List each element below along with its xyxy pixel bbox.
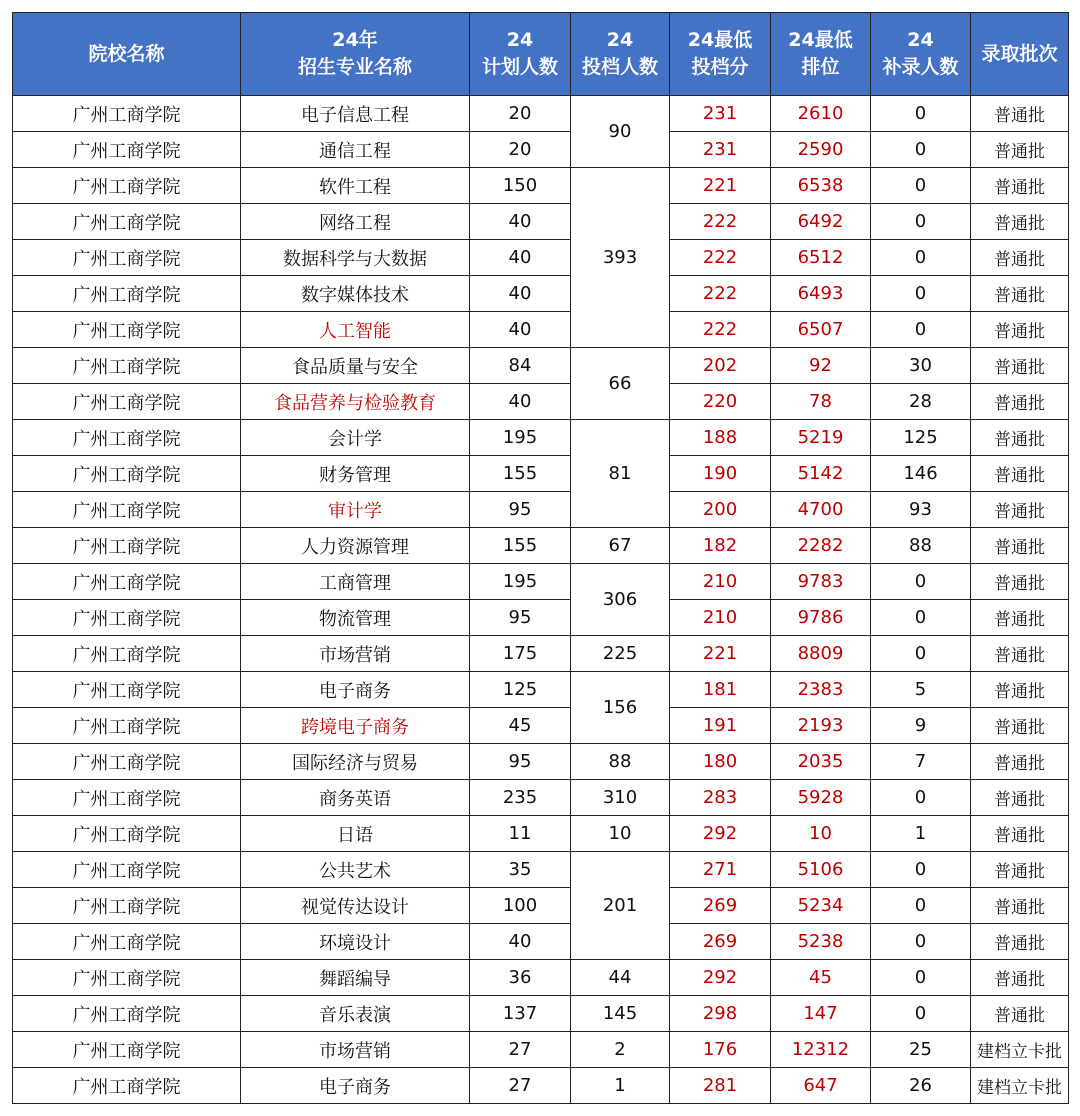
school-cell: 广州工商学院 bbox=[13, 600, 241, 636]
batch-cell: 普通批 bbox=[971, 708, 1069, 744]
major-cell: 通信工程 bbox=[241, 132, 470, 168]
min-score-cell: 281 bbox=[670, 1068, 771, 1104]
supplement-cell: 0 bbox=[871, 312, 971, 348]
school-cell: 广州工商学院 bbox=[13, 492, 241, 528]
header-major bbox=[241, 13, 470, 96]
plan-cell: 40 bbox=[470, 384, 571, 420]
table-row bbox=[13, 456, 1069, 492]
min-score-cell: 221 bbox=[670, 168, 771, 204]
plan-cell: 84 bbox=[470, 348, 571, 384]
supplement-cell: 0 bbox=[871, 204, 971, 240]
table-row bbox=[13, 564, 1069, 600]
filed-cell: 225 bbox=[571, 636, 670, 672]
min-rank-cell: 12312 bbox=[771, 1032, 871, 1068]
school-cell: 广州工商学院 bbox=[13, 420, 241, 456]
school-cell: 广州工商学院 bbox=[13, 672, 241, 708]
school-cell: 广州工商学院 bbox=[13, 744, 241, 780]
header-batch-label: 录取批次 bbox=[981, 42, 1058, 65]
batch-cell: 建档立卡批 bbox=[971, 1068, 1069, 1104]
min-score-cell: 231 bbox=[670, 96, 771, 132]
table-row bbox=[13, 1068, 1069, 1104]
min-score-cell: 220 bbox=[670, 384, 771, 420]
school-cell: 广州工商学院 bbox=[13, 960, 241, 996]
header-min-rank-line1: 24最低 bbox=[788, 29, 853, 51]
min-score-cell: 292 bbox=[670, 960, 771, 996]
table-row bbox=[13, 816, 1069, 852]
table-row bbox=[13, 168, 1069, 204]
header-supplement-line2: 补录人数 bbox=[882, 56, 959, 78]
supplement-cell: 125 bbox=[871, 420, 971, 456]
plan-cell: 95 bbox=[470, 744, 571, 780]
batch-cell: 普通批 bbox=[971, 384, 1069, 420]
filed-cell: 201 bbox=[571, 852, 670, 960]
batch-cell: 普通批 bbox=[971, 168, 1069, 204]
header-min-score-line2: 投档分 bbox=[691, 56, 749, 78]
plan-cell: 125 bbox=[470, 672, 571, 708]
school-cell: 广州工商学院 bbox=[13, 168, 241, 204]
min-score-cell: 210 bbox=[670, 600, 771, 636]
batch-cell: 普通批 bbox=[971, 672, 1069, 708]
supplement-cell: 0 bbox=[871, 168, 971, 204]
min-score-cell: 283 bbox=[670, 780, 771, 816]
supplement-cell: 28 bbox=[871, 384, 971, 420]
min-score-cell: 271 bbox=[670, 852, 771, 888]
min-score-cell: 222 bbox=[670, 276, 771, 312]
min-score-cell: 182 bbox=[670, 528, 771, 564]
filed-cell: 393 bbox=[571, 168, 670, 348]
min-rank-cell: 10 bbox=[771, 816, 871, 852]
school-cell: 广州工商学院 bbox=[13, 456, 241, 492]
min-rank-cell: 647 bbox=[771, 1068, 871, 1104]
major-cell: 视觉传达设计 bbox=[241, 888, 470, 924]
min-score-cell: 222 bbox=[670, 204, 771, 240]
header-row bbox=[13, 13, 1069, 96]
major-cell: 工商管理 bbox=[241, 564, 470, 600]
school-cell: 广州工商学院 bbox=[13, 528, 241, 564]
school-cell: 广州工商学院 bbox=[13, 636, 241, 672]
school-cell: 广州工商学院 bbox=[13, 780, 241, 816]
batch-cell: 普通批 bbox=[971, 924, 1069, 960]
major-cell: 网络工程 bbox=[241, 204, 470, 240]
plan-cell: 11 bbox=[470, 816, 571, 852]
supplement-cell: 146 bbox=[871, 456, 971, 492]
min-rank-cell: 2590 bbox=[771, 132, 871, 168]
table-row bbox=[13, 312, 1069, 348]
table-row bbox=[13, 1032, 1069, 1068]
min-score-cell: 202 bbox=[670, 348, 771, 384]
school-cell: 广州工商学院 bbox=[13, 240, 241, 276]
batch-cell: 普通批 bbox=[971, 960, 1069, 996]
admission-table bbox=[12, 12, 1069, 1104]
school-cell: 广州工商学院 bbox=[13, 996, 241, 1032]
major-cell: 市场营销 bbox=[241, 1032, 470, 1068]
table-row bbox=[13, 492, 1069, 528]
header-supplement bbox=[871, 13, 971, 96]
major-cell: 数据科学与大数据 bbox=[241, 240, 470, 276]
header-min-rank-line2: 排位 bbox=[801, 56, 840, 78]
plan-cell: 195 bbox=[470, 564, 571, 600]
major-cell: 财务管理 bbox=[241, 456, 470, 492]
supplement-cell: 26 bbox=[871, 1068, 971, 1104]
header-supplement-line1: 24 bbox=[907, 29, 934, 51]
school-cell: 广州工商学院 bbox=[13, 888, 241, 924]
batch-cell: 普通批 bbox=[971, 852, 1069, 888]
school-cell: 广州工商学院 bbox=[13, 1032, 241, 1068]
header-filed-line1: 24 bbox=[606, 29, 634, 51]
min-rank-cell: 6492 bbox=[771, 204, 871, 240]
batch-cell: 普通批 bbox=[971, 132, 1069, 168]
supplement-cell: 5 bbox=[871, 672, 971, 708]
plan-cell: 95 bbox=[470, 600, 571, 636]
filed-cell: 81 bbox=[571, 420, 670, 528]
min-rank-cell: 5219 bbox=[771, 420, 871, 456]
supplement-cell: 0 bbox=[871, 996, 971, 1032]
major-cell: 商务英语 bbox=[241, 780, 470, 816]
table-row bbox=[13, 204, 1069, 240]
batch-cell: 普通批 bbox=[971, 744, 1069, 780]
header-school-label: 院校名称 bbox=[88, 42, 165, 65]
min-score-cell: 222 bbox=[670, 312, 771, 348]
supplement-cell: 0 bbox=[871, 852, 971, 888]
min-rank-cell: 9783 bbox=[771, 564, 871, 600]
supplement-cell: 1 bbox=[871, 816, 971, 852]
table-row bbox=[13, 132, 1069, 168]
supplement-cell: 0 bbox=[871, 636, 971, 672]
plan-cell: 155 bbox=[470, 528, 571, 564]
school-cell: 广州工商学院 bbox=[13, 348, 241, 384]
filed-cell: 10 bbox=[571, 816, 670, 852]
min-rank-cell: 5142 bbox=[771, 456, 871, 492]
min-score-cell: 298 bbox=[670, 996, 771, 1032]
table-row bbox=[13, 348, 1069, 384]
supplement-cell: 0 bbox=[871, 780, 971, 816]
header-plan-line1: 24 bbox=[506, 29, 534, 51]
table-row bbox=[13, 420, 1069, 456]
min-rank-cell: 9786 bbox=[771, 600, 871, 636]
header-min-score-line1: 24最低 bbox=[687, 29, 753, 51]
table-row bbox=[13, 744, 1069, 780]
major-cell: 数字媒体技术 bbox=[241, 276, 470, 312]
min-score-cell: 181 bbox=[670, 672, 771, 708]
school-cell: 广州工商学院 bbox=[13, 384, 241, 420]
filed-cell: 88 bbox=[571, 744, 670, 780]
min-rank-cell: 5928 bbox=[771, 780, 871, 816]
table-row bbox=[13, 528, 1069, 564]
major-cell: 物流管理 bbox=[241, 600, 470, 636]
header-filed bbox=[571, 13, 670, 96]
major-cell: 人力资源管理 bbox=[241, 528, 470, 564]
batch-cell: 普通批 bbox=[971, 276, 1069, 312]
table-row bbox=[13, 852, 1069, 888]
min-rank-cell: 5234 bbox=[771, 888, 871, 924]
batch-cell: 普通批 bbox=[971, 312, 1069, 348]
batch-cell: 普通批 bbox=[971, 456, 1069, 492]
min-score-cell: 200 bbox=[670, 492, 771, 528]
table-header bbox=[13, 13, 1069, 96]
min-rank-cell: 2193 bbox=[771, 708, 871, 744]
min-rank-cell: 2383 bbox=[771, 672, 871, 708]
header-plan-line2: 计划人数 bbox=[481, 56, 558, 78]
min-score-cell: 188 bbox=[670, 420, 771, 456]
plan-cell: 20 bbox=[470, 132, 571, 168]
table-row bbox=[13, 708, 1069, 744]
batch-cell: 普通批 bbox=[971, 492, 1069, 528]
min-rank-cell: 45 bbox=[771, 960, 871, 996]
plan-cell: 40 bbox=[470, 276, 571, 312]
table-body bbox=[13, 96, 1069, 1104]
header-min-score bbox=[670, 13, 771, 96]
filed-cell: 1 bbox=[571, 1068, 670, 1104]
header-plan bbox=[470, 13, 571, 96]
filed-cell: 156 bbox=[571, 672, 670, 744]
header-filed-line2: 投档人数 bbox=[581, 56, 658, 78]
table-row bbox=[13, 240, 1069, 276]
plan-cell: 235 bbox=[470, 780, 571, 816]
batch-cell: 普通批 bbox=[971, 816, 1069, 852]
plan-cell: 137 bbox=[470, 996, 571, 1032]
school-cell: 广州工商学院 bbox=[13, 1068, 241, 1104]
supplement-cell: 0 bbox=[871, 96, 971, 132]
min-score-cell: 176 bbox=[670, 1032, 771, 1068]
major-cell: 电子商务 bbox=[241, 672, 470, 708]
major-cell: 食品营养与检验教育 bbox=[241, 384, 470, 420]
min-rank-cell: 5106 bbox=[771, 852, 871, 888]
min-score-cell: 190 bbox=[670, 456, 771, 492]
min-rank-cell: 78 bbox=[771, 384, 871, 420]
school-cell: 广州工商学院 bbox=[13, 204, 241, 240]
min-rank-cell: 4700 bbox=[771, 492, 871, 528]
min-rank-cell: 6493 bbox=[771, 276, 871, 312]
table-row bbox=[13, 960, 1069, 996]
major-cell: 市场营销 bbox=[241, 636, 470, 672]
filed-cell: 44 bbox=[571, 960, 670, 996]
admission-table-container bbox=[12, 12, 1068, 1106]
supplement-cell: 0 bbox=[871, 132, 971, 168]
school-cell: 广州工商学院 bbox=[13, 132, 241, 168]
plan-cell: 40 bbox=[470, 204, 571, 240]
major-cell: 人工智能 bbox=[241, 312, 470, 348]
min-rank-cell: 6512 bbox=[771, 240, 871, 276]
major-cell: 环境设计 bbox=[241, 924, 470, 960]
table-row bbox=[13, 780, 1069, 816]
supplement-cell: 88 bbox=[871, 528, 971, 564]
min-rank-cell: 2282 bbox=[771, 528, 871, 564]
school-cell: 广州工商学院 bbox=[13, 312, 241, 348]
batch-cell: 普通批 bbox=[971, 348, 1069, 384]
filed-cell: 90 bbox=[571, 96, 670, 168]
supplement-cell: 0 bbox=[871, 924, 971, 960]
plan-cell: 35 bbox=[470, 852, 571, 888]
table-row bbox=[13, 636, 1069, 672]
batch-cell: 普通批 bbox=[971, 420, 1069, 456]
plan-cell: 175 bbox=[470, 636, 571, 672]
min-rank-cell: 5238 bbox=[771, 924, 871, 960]
filed-cell: 145 bbox=[571, 996, 670, 1032]
filed-cell: 310 bbox=[571, 780, 670, 816]
supplement-cell: 0 bbox=[871, 600, 971, 636]
school-cell: 广州工商学院 bbox=[13, 564, 241, 600]
min-rank-cell: 6538 bbox=[771, 168, 871, 204]
filed-cell: 67 bbox=[571, 528, 670, 564]
table-row bbox=[13, 924, 1069, 960]
batch-cell: 普通批 bbox=[971, 528, 1069, 564]
header-major-line2: 招生专业名称 bbox=[297, 56, 412, 78]
supplement-cell: 9 bbox=[871, 708, 971, 744]
min-rank-cell: 2610 bbox=[771, 96, 871, 132]
major-cell: 跨境电子商务 bbox=[241, 708, 470, 744]
batch-cell: 普通批 bbox=[971, 204, 1069, 240]
header-batch bbox=[971, 13, 1069, 96]
batch-cell: 普通批 bbox=[971, 780, 1069, 816]
batch-cell: 普通批 bbox=[971, 96, 1069, 132]
plan-cell: 195 bbox=[470, 420, 571, 456]
table-row bbox=[13, 384, 1069, 420]
min-rank-cell: 92 bbox=[771, 348, 871, 384]
plan-cell: 95 bbox=[470, 492, 571, 528]
plan-cell: 150 bbox=[470, 168, 571, 204]
batch-cell: 普通批 bbox=[971, 636, 1069, 672]
min-score-cell: 292 bbox=[670, 816, 771, 852]
min-score-cell: 231 bbox=[670, 132, 771, 168]
min-score-cell: 222 bbox=[670, 240, 771, 276]
table-row bbox=[13, 888, 1069, 924]
supplement-cell: 0 bbox=[871, 888, 971, 924]
major-cell: 食品质量与安全 bbox=[241, 348, 470, 384]
min-score-cell: 269 bbox=[670, 924, 771, 960]
plan-cell: 40 bbox=[470, 924, 571, 960]
major-cell: 软件工程 bbox=[241, 168, 470, 204]
table-row bbox=[13, 276, 1069, 312]
school-cell: 广州工商学院 bbox=[13, 816, 241, 852]
supplement-cell: 0 bbox=[871, 564, 971, 600]
supplement-cell: 0 bbox=[871, 276, 971, 312]
min-score-cell: 269 bbox=[670, 888, 771, 924]
batch-cell: 普通批 bbox=[971, 888, 1069, 924]
major-cell: 会计学 bbox=[241, 420, 470, 456]
batch-cell: 普通批 bbox=[971, 240, 1069, 276]
min-score-cell: 210 bbox=[670, 564, 771, 600]
min-score-cell: 221 bbox=[670, 636, 771, 672]
school-cell: 广州工商学院 bbox=[13, 708, 241, 744]
major-cell: 国际经济与贸易 bbox=[241, 744, 470, 780]
plan-cell: 27 bbox=[470, 1068, 571, 1104]
plan-cell: 27 bbox=[470, 1032, 571, 1068]
school-cell: 广州工商学院 bbox=[13, 276, 241, 312]
major-cell: 日语 bbox=[241, 816, 470, 852]
major-cell: 舞蹈编导 bbox=[241, 960, 470, 996]
min-score-cell: 180 bbox=[670, 744, 771, 780]
min-score-cell: 191 bbox=[670, 708, 771, 744]
table-row bbox=[13, 996, 1069, 1032]
major-cell: 音乐表演 bbox=[241, 996, 470, 1032]
supplement-cell: 30 bbox=[871, 348, 971, 384]
supplement-cell: 0 bbox=[871, 960, 971, 996]
filed-cell: 306 bbox=[571, 564, 670, 636]
table-row bbox=[13, 672, 1069, 708]
table-row bbox=[13, 600, 1069, 636]
header-school bbox=[13, 13, 241, 96]
header-major-line1: 24年 bbox=[332, 29, 378, 51]
school-cell: 广州工商学院 bbox=[13, 852, 241, 888]
batch-cell: 建档立卡批 bbox=[971, 1032, 1069, 1068]
batch-cell: 普通批 bbox=[971, 996, 1069, 1032]
plan-cell: 20 bbox=[470, 96, 571, 132]
plan-cell: 100 bbox=[470, 888, 571, 924]
school-cell: 广州工商学院 bbox=[13, 96, 241, 132]
school-cell: 广州工商学院 bbox=[13, 924, 241, 960]
min-rank-cell: 2035 bbox=[771, 744, 871, 780]
header-min-rank bbox=[771, 13, 871, 96]
batch-cell: 普通批 bbox=[971, 564, 1069, 600]
supplement-cell: 7 bbox=[871, 744, 971, 780]
major-cell: 电子信息工程 bbox=[241, 96, 470, 132]
major-cell: 审计学 bbox=[241, 492, 470, 528]
plan-cell: 40 bbox=[470, 312, 571, 348]
supplement-cell: 0 bbox=[871, 240, 971, 276]
filed-cell: 2 bbox=[571, 1032, 670, 1068]
filed-cell: 66 bbox=[571, 348, 670, 420]
major-cell: 电子商务 bbox=[241, 1068, 470, 1104]
min-rank-cell: 147 bbox=[771, 996, 871, 1032]
plan-cell: 155 bbox=[470, 456, 571, 492]
min-rank-cell: 8809 bbox=[771, 636, 871, 672]
plan-cell: 36 bbox=[470, 960, 571, 996]
min-rank-cell: 6507 bbox=[771, 312, 871, 348]
plan-cell: 40 bbox=[470, 240, 571, 276]
major-cell: 公共艺术 bbox=[241, 852, 470, 888]
supplement-cell: 93 bbox=[871, 492, 971, 528]
plan-cell: 45 bbox=[470, 708, 571, 744]
supplement-cell: 25 bbox=[871, 1032, 971, 1068]
batch-cell: 普通批 bbox=[971, 600, 1069, 636]
table-row bbox=[13, 96, 1069, 132]
